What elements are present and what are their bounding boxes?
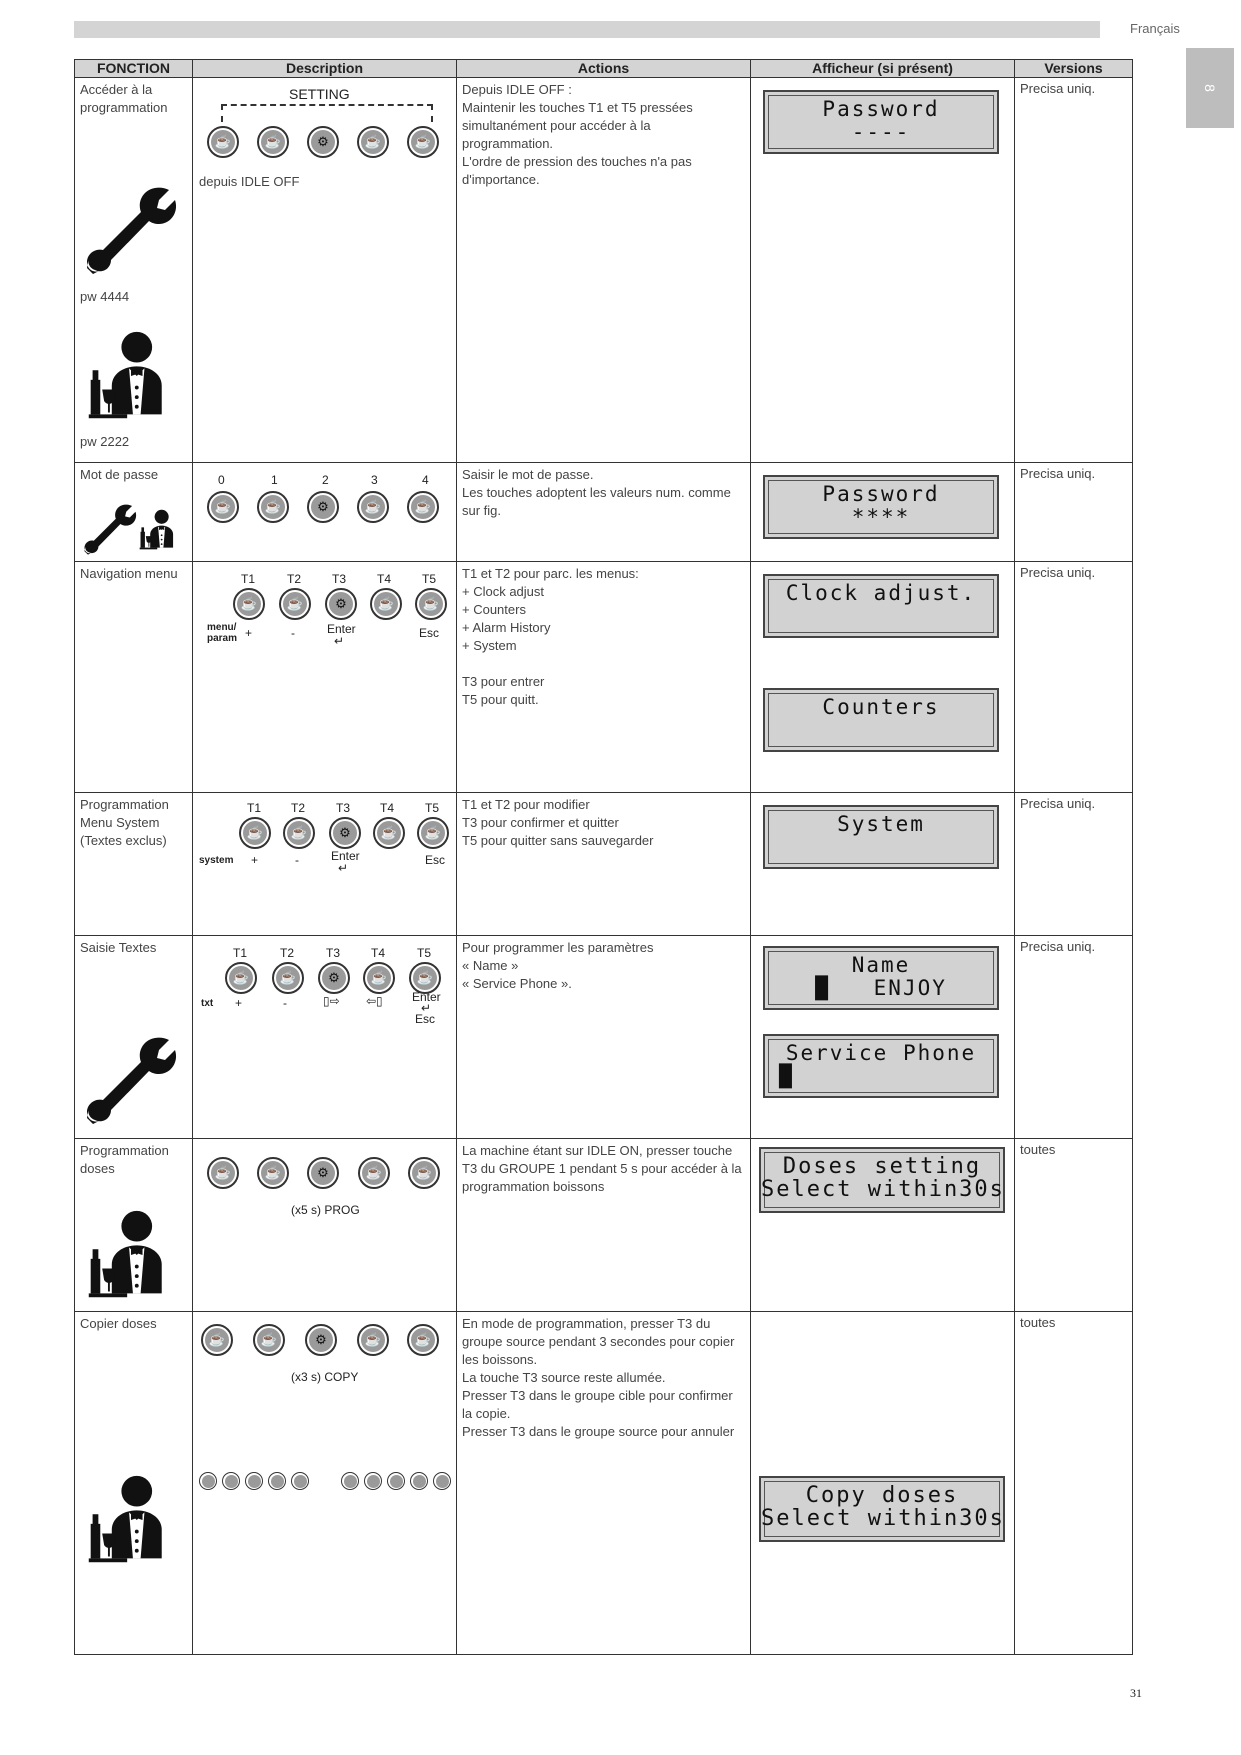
fonction-text: Mot de passe — [80, 467, 159, 482]
group2-t1-button[interactable] — [341, 1472, 359, 1490]
key-sublabel: - — [291, 626, 295, 640]
group1-t1-button[interactable] — [199, 1472, 217, 1490]
key-t2-button[interactable]: ☕ — [257, 126, 289, 158]
description-note: (x5 s) PROG — [291, 1203, 360, 1217]
version-text: Precisa uniq. — [1020, 796, 1096, 811]
fonction-text: Programmation doses — [80, 1143, 169, 1176]
key-sublabel: system — [199, 855, 234, 866]
setting-label: SETTING — [289, 86, 350, 102]
setting-bracket — [221, 104, 433, 122]
key-sublabel: Enter — [331, 849, 360, 863]
table-row — [75, 463, 1133, 562]
group1-t3-button[interactable] — [245, 1472, 263, 1490]
version-text: Precisa uniq. — [1020, 81, 1096, 96]
key-t3-button[interactable]: ⚙ — [325, 588, 357, 620]
key-label: T1 — [247, 801, 262, 815]
col-header-description: Description — [193, 60, 457, 78]
col-header-actions: Actions — [457, 60, 751, 78]
key-sublabel: - — [295, 853, 299, 867]
key-label: T4 — [380, 801, 395, 815]
key-label: T4 — [371, 946, 386, 960]
key-1-button[interactable]: ☕ — [257, 491, 289, 523]
actions-text: Pour programmer les paramètres « Name » « Service Phone ». — [462, 940, 654, 991]
wrench-icon — [81, 178, 181, 278]
col-header-versions: Versions — [1015, 60, 1133, 78]
key-sublabel: Esc — [425, 853, 446, 867]
fonction-text: Navigation menu — [80, 566, 178, 581]
key-4-button[interactable]: ☕ — [407, 491, 439, 523]
key-sublabel: txt — [201, 998, 214, 1009]
key-sublabel: + — [251, 853, 259, 867]
key-t5-button[interactable]: ☕ — [408, 1157, 440, 1189]
key-t4-button[interactable]: ☕ — [357, 126, 389, 158]
key-t1-button[interactable]: ☕ — [239, 817, 271, 849]
group1-t2-button[interactable] — [222, 1472, 240, 1490]
key-label: T4 — [377, 572, 392, 586]
key-t4-button[interactable]: ☕ — [357, 1324, 389, 1356]
key-sublabel: Esc — [415, 1012, 436, 1026]
cursor-right-icon: ▯⇨ — [323, 994, 340, 1008]
digit-label: 3 — [371, 473, 378, 487]
group2-t2-button[interactable] — [364, 1472, 382, 1490]
key-t3-button[interactable]: ⚙ — [307, 126, 339, 158]
group1-t4-button[interactable] — [268, 1472, 286, 1490]
key-sublabel: Enter — [412, 990, 441, 1004]
key-2-button[interactable]: ⚙ — [307, 491, 339, 523]
description-note: (x3 s) COPY — [291, 1370, 359, 1384]
key-label: T2 — [280, 946, 295, 960]
key-t1-button[interactable]: ☕ — [207, 1157, 239, 1189]
key-t5-button[interactable]: ☕ — [417, 817, 449, 849]
key-label: T3 — [336, 801, 351, 815]
enter-icon: ↵ — [338, 861, 349, 875]
wrench-icon — [81, 1028, 181, 1128]
key-t1-button[interactable]: ☕ — [207, 126, 239, 158]
key-t3-button[interactable]: ⚙ — [329, 817, 361, 849]
page-number: 31 — [1130, 1686, 1142, 1700]
actions-text: La machine étant sur IDLE ON, presser touche T3 du GROUPE 1 pendant 5 s pour accéder à la programmation boissons — [462, 1143, 742, 1194]
waiter-icon — [83, 1207, 179, 1303]
table-row — [75, 1312, 1133, 1655]
actions-text: T1 et T2 pour modifier T3 pour confirmer et quitter T5 pour quitter sans sauvegarder — [462, 797, 654, 848]
key-sublabel: - — [283, 996, 287, 1010]
waiter-icon — [83, 1472, 179, 1568]
key-t2-button[interactable]: ☕ — [279, 588, 311, 620]
key-t1-button[interactable]: ☕ — [225, 962, 257, 994]
table-header-row — [75, 60, 1133, 78]
table-row — [75, 936, 1133, 1139]
fonction-text: Saisie Textes — [80, 940, 157, 955]
section-tab: 8 — [1186, 48, 1234, 128]
key-t3-button[interactable]: ⚙ — [305, 1324, 337, 1356]
key-t5-button[interactable]: ☕ — [407, 1324, 439, 1356]
lcd-display: Copy doses Select within30s — [759, 1476, 1005, 1542]
wrench-icon — [81, 499, 139, 557]
key-t2-button[interactable]: ☕ — [283, 817, 315, 849]
lcd-display: Doses setting Select within30s — [759, 1147, 1005, 1213]
description-note: depuis IDLE OFF — [199, 174, 300, 189]
waiter-icon — [137, 503, 181, 557]
key-t5-button[interactable]: ☕ — [415, 588, 447, 620]
key-t4-button[interactable]: ☕ — [370, 588, 402, 620]
key-sublabel: + — [235, 996, 243, 1010]
header-bar — [74, 21, 1100, 38]
language-label: Français — [1130, 21, 1180, 36]
table-row — [75, 562, 1133, 793]
key-t3-button[interactable]: ⚙ — [318, 962, 350, 994]
key-label: T3 — [332, 572, 347, 586]
key-3-button[interactable]: ☕ — [357, 491, 389, 523]
col-header-fonction: FONCTION — [75, 60, 193, 78]
table-row — [75, 793, 1133, 936]
pw-owner-label: pw 2222 — [80, 434, 130, 449]
enter-icon: ↵ — [334, 634, 345, 648]
col-header-display: Afficheur (si présent) — [751, 60, 1015, 78]
actions-text: En mode de programmation, presser T3 du groupe source pendant 3 secondes pour copier les boissons. La touche T3 source reste allumée. Presser T3 dans le groupe cible pour confirmer la copie. Presser T3 dans le groupe source pour annuler — [462, 1316, 735, 1439]
fonction-text: Accéder à la programmation — [80, 82, 168, 115]
digit-label: 0 — [218, 473, 225, 487]
key-label: T5 — [425, 801, 440, 815]
key-label: T2 — [287, 572, 302, 586]
key-t3-button[interactable]: ⚙ — [307, 1157, 339, 1189]
function-table — [74, 59, 1133, 1655]
actions-text: Depuis IDLE OFF : Maintenir les touches T1 et T5 pressées simultanément pour accéder à la programmation. L'ordre de pression des touches n'a pas d'importance. — [462, 82, 693, 187]
digit-label: 2 — [322, 473, 329, 487]
key-label: T3 — [326, 946, 341, 960]
key-t4-button[interactable]: ☕ — [358, 1157, 390, 1189]
key-t1-button[interactable]: ☕ — [233, 588, 265, 620]
key-sublabel: + — [245, 626, 253, 640]
key-t2-button[interactable]: ☕ — [272, 962, 304, 994]
group2-t4-button[interactable] — [410, 1472, 428, 1490]
key-t4-button[interactable]: ☕ — [373, 817, 405, 849]
group2-t3-button[interactable] — [387, 1472, 405, 1490]
digit-label: 4 — [422, 473, 429, 487]
key-sublabel: Enter — [327, 622, 356, 636]
key-0-button[interactable]: ☕ — [207, 491, 239, 523]
actions-text: Saisir le mot de passe. Les touches adoptent les valeurs num. comme sur fig. — [462, 467, 731, 518]
table-row — [75, 1139, 1133, 1312]
key-label: T5 — [417, 946, 432, 960]
key-label: T5 — [422, 572, 437, 586]
lcd-display: Clock adjust. — [763, 574, 999, 638]
fonction-text: Copier doses — [80, 1316, 157, 1331]
version-text: Precisa uniq. — [1020, 466, 1096, 481]
key-t5-button[interactable]: ☕ — [407, 126, 439, 158]
fonction-text: Programmation Menu System (Textes exclus) — [80, 797, 169, 848]
version-text: toutes — [1020, 1142, 1056, 1157]
group2-t5-button[interactable] — [433, 1472, 451, 1490]
group1-t5-button[interactable] — [291, 1472, 309, 1490]
key-label: T1 — [233, 946, 248, 960]
digit-label: 1 — [271, 473, 278, 487]
key-t1-button[interactable]: ☕ — [201, 1324, 233, 1356]
lcd-display: System — [763, 805, 999, 869]
pw-tech-label: pw 4444 — [80, 289, 130, 304]
lcd-display: Service Phone █ — [763, 1034, 999, 1098]
lcd-display: Password **** — [763, 475, 999, 539]
table-row — [75, 78, 1133, 463]
key-sublabel: Esc — [419, 626, 440, 640]
key-t2-button[interactable]: ☕ — [253, 1324, 285, 1356]
version-text: toutes — [1020, 1315, 1056, 1330]
version-text: Precisa uniq. — [1020, 939, 1096, 954]
lcd-display: Password ---- — [763, 90, 999, 154]
waiter-icon — [83, 328, 179, 424]
key-t2-button[interactable]: ☕ — [257, 1157, 289, 1189]
key-t4-button[interactable]: ☕ — [363, 962, 395, 994]
actions-text: T1 et T2 pour parc. les menus: + Clock adjust + Counters + Alarm History + System T3 pour entrer T5 pour quitt. — [462, 566, 639, 707]
version-text: Precisa uniq. — [1020, 565, 1096, 580]
enter-icon: ↵ — [421, 1001, 432, 1015]
cursor-left-icon: ⇦▯ — [366, 994, 383, 1008]
key-sublabel: menu/ param — [207, 622, 238, 644]
key-t5-button[interactable]: ☕ — [409, 962, 441, 994]
lcd-display: Counters — [763, 688, 999, 752]
key-label: T2 — [291, 801, 306, 815]
key-label: T1 — [241, 572, 256, 586]
lcd-display: Name █ ENJOY — [763, 946, 999, 1010]
